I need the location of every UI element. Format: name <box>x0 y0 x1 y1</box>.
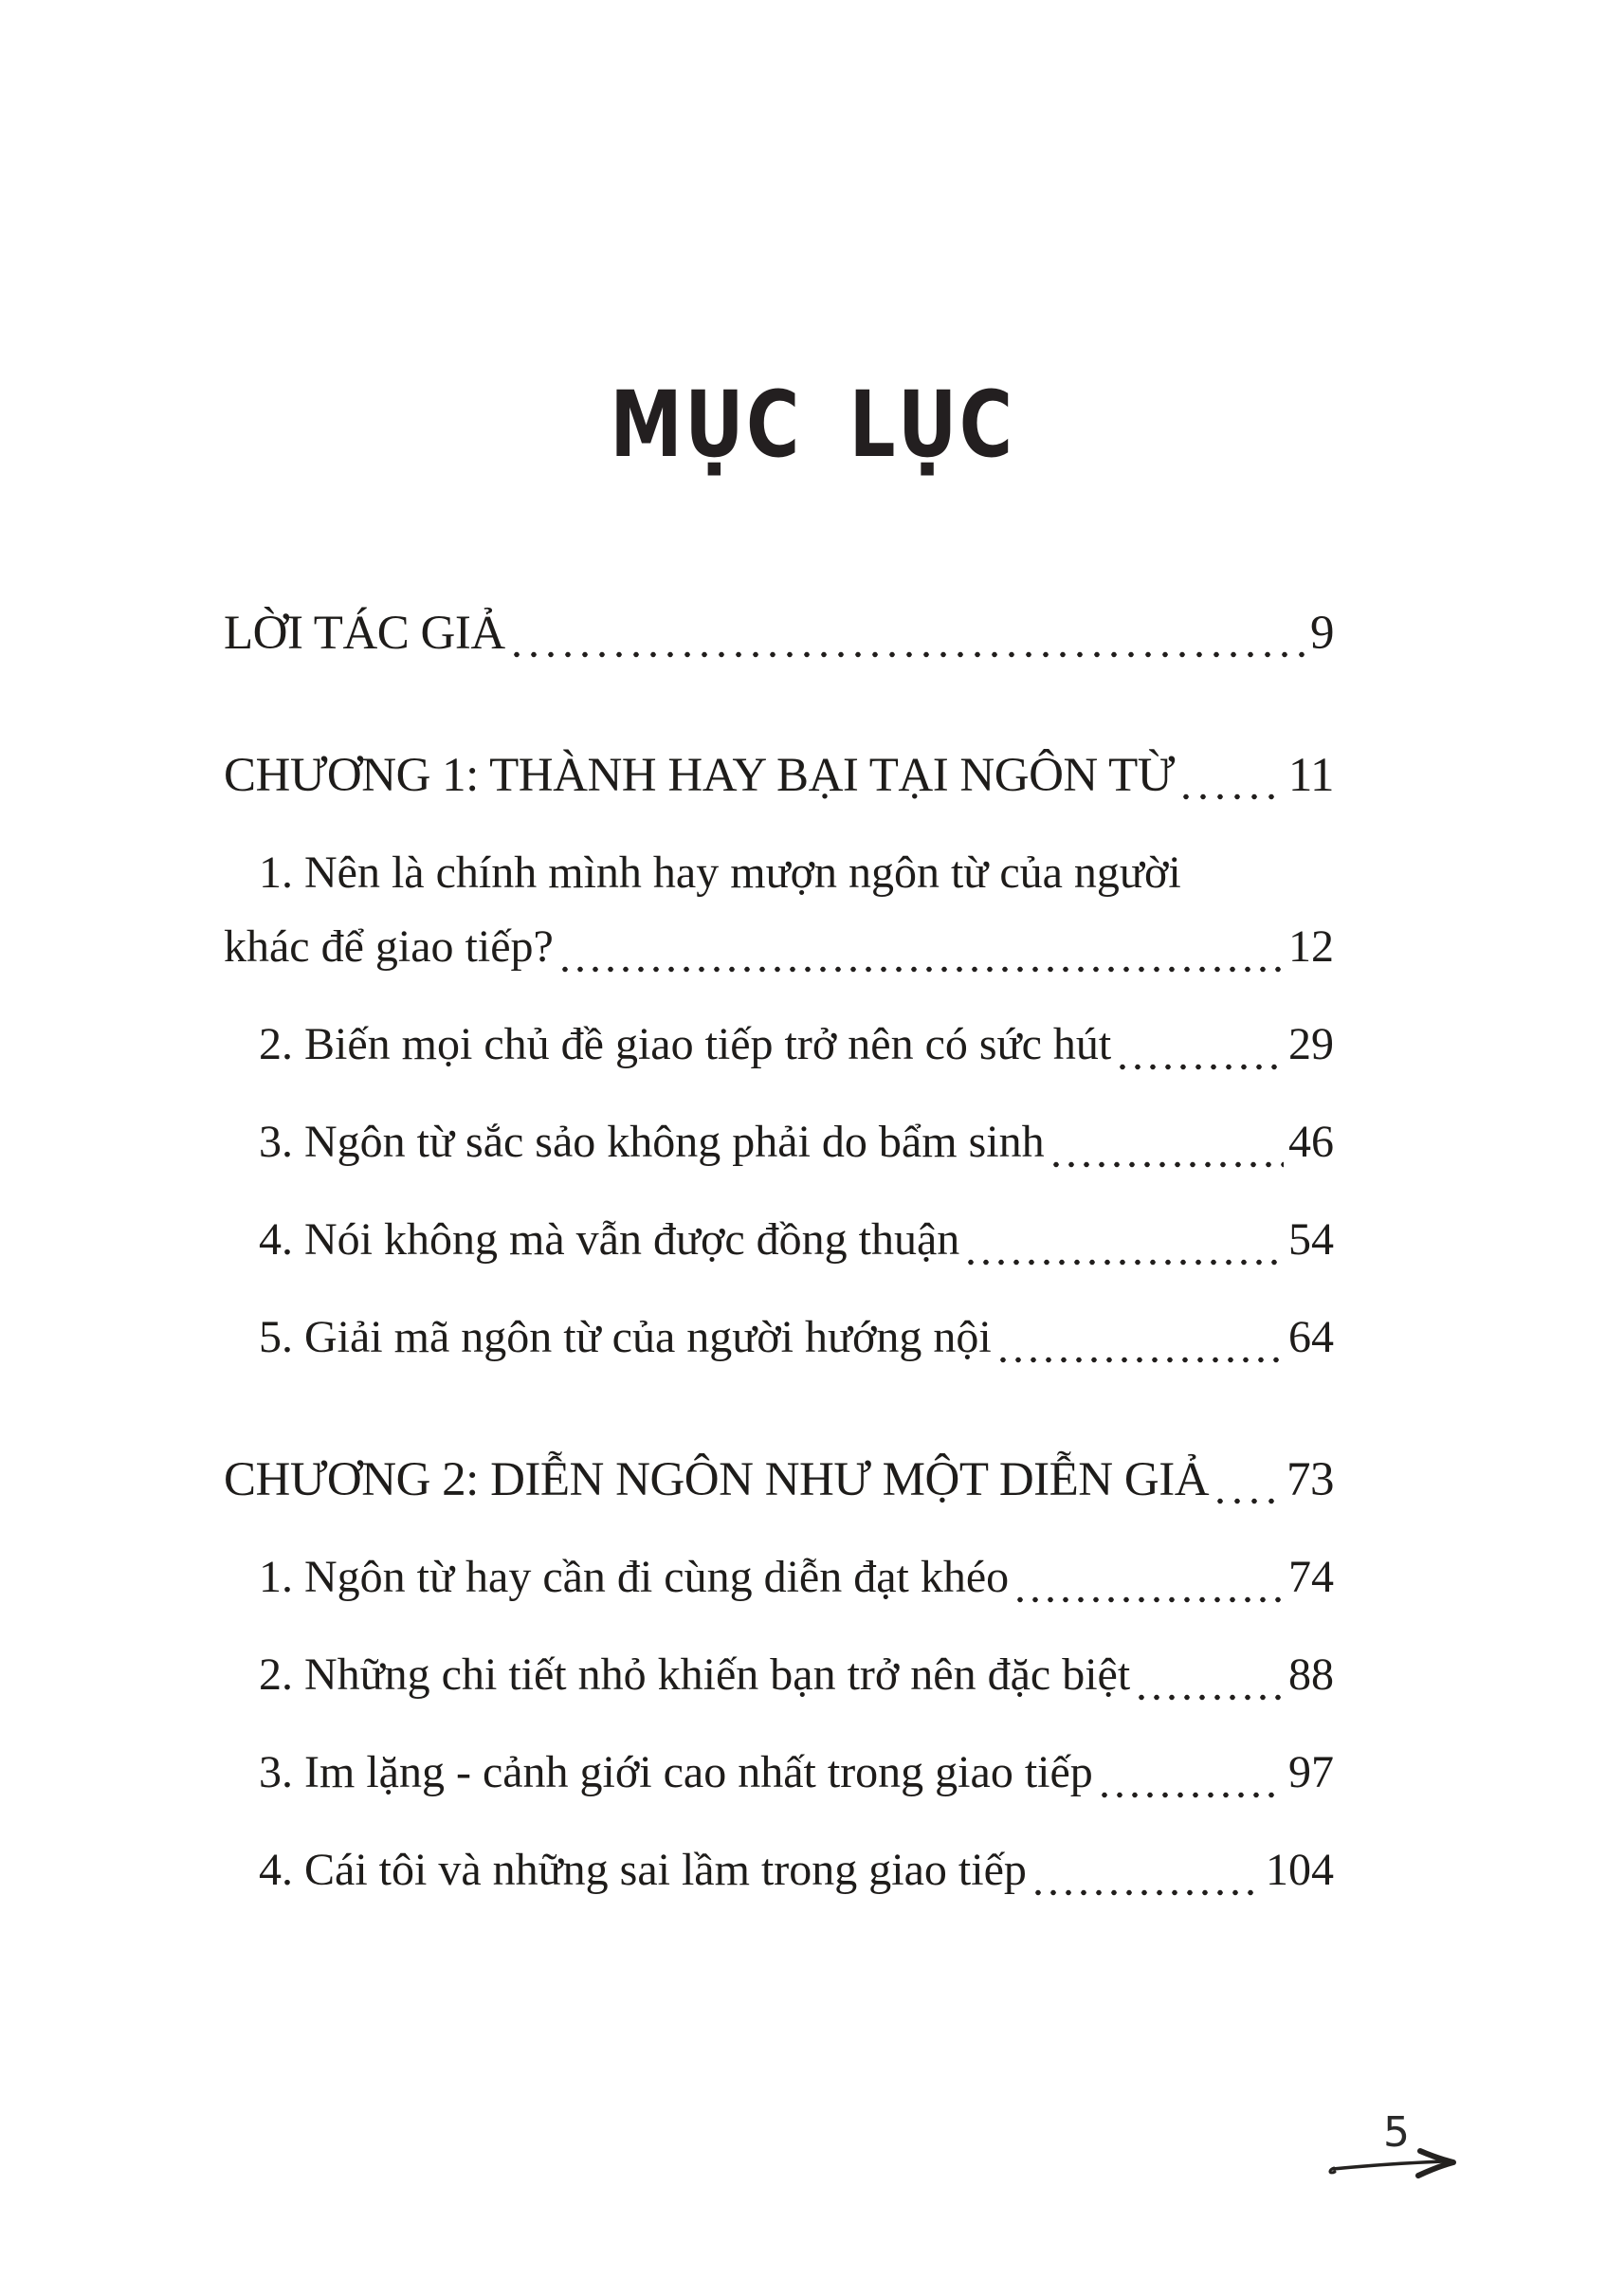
toc-entry <box>224 596 1334 670</box>
toc-entry-label-line1: 1. Nên là chính mình hay mượn ngôn từ của người <box>259 847 1181 898</box>
toc-page-ref: 12 <box>1288 921 1334 972</box>
toc-entry <box>224 1540 1334 1614</box>
toc-entry-chapter <box>224 1443 1334 1517</box>
toc-page-ref: 54 <box>1288 1214 1334 1265</box>
toc-page-ref: 88 <box>1288 1649 1334 1700</box>
toc-entry-label: 4. Nói không mà vẫn được đồng thuận <box>259 1214 960 1265</box>
dot-leader <box>968 1259 1284 1266</box>
dot-leader <box>1183 793 1284 800</box>
dot-leader <box>1000 1357 1284 1363</box>
toc-page-ref: 9 <box>1310 607 1334 660</box>
dot-leader <box>514 651 1305 658</box>
right-arrow-icon <box>1323 2146 1468 2180</box>
toc-entry <box>224 1008 1334 1082</box>
dot-leader <box>1053 1161 1284 1168</box>
toc-entry <box>224 1833 1334 1907</box>
toc-page-ref: 29 <box>1288 1019 1334 1069</box>
table-of-contents <box>224 596 1334 1907</box>
toc-entry <box>224 1105 1334 1179</box>
dot-leader <box>1102 1792 1284 1798</box>
toc-entry-label: CHƯƠNG 1: THÀNH HAY BẠI TẠI NGÔN TỪ <box>224 749 1175 802</box>
dot-leader <box>562 966 1284 973</box>
toc-entry-label: 5. Giải mã ngôn từ của người hướng nội <box>259 1312 992 1362</box>
toc-entry-label: 2. Những chi tiết nhỏ khiến bạn trở nên đặc biệt <box>259 1649 1131 1700</box>
dot-leader <box>1035 1889 1261 1896</box>
page-title <box>0 0 1624 500</box>
toc-page-ref: 46 <box>1288 1117 1334 1167</box>
toc-page-ref: 74 <box>1288 1552 1334 1602</box>
toc-page-ref: 97 <box>1288 1747 1334 1797</box>
toc-entry-label-line2: khác để giao tiếp? <box>224 921 554 972</box>
dot-leader <box>1017 1596 1284 1603</box>
dot-leader <box>1217 1498 1282 1504</box>
toc-entry <box>224 1638 1334 1712</box>
toc-page-ref: 104 <box>1266 1845 1334 1895</box>
toc-entry-label: LỜI TÁC GIẢ <box>224 607 505 660</box>
toc-entry-label: 1. Ngôn từ hay cần đi cùng diễn đạt khéo <box>259 1552 1010 1602</box>
toc-entry <box>224 1736 1334 1810</box>
page-title-text: MỤC LỤC <box>609 372 1015 478</box>
toc-entry <box>224 1203 1334 1277</box>
toc-page-ref: 73 <box>1286 1453 1334 1506</box>
toc-entry-label: 4. Cái tôi và những sai lầm trong giao tiếp <box>259 1845 1027 1895</box>
toc-entry <box>224 836 1334 984</box>
toc-entry-label: 3. Ngôn từ sắc sảo không phải do bẩm sinh <box>259 1117 1045 1167</box>
dot-leader <box>1120 1064 1284 1070</box>
toc-page-ref: 64 <box>1288 1312 1334 1362</box>
dot-leader <box>1139 1694 1284 1701</box>
toc-entry-label: 2. Biến mọi chủ đề giao tiếp trở nên có sức hút <box>259 1019 1112 1069</box>
toc-entry <box>224 1301 1334 1375</box>
toc-entry-label: 3. Im lặng - cảnh giới cao nhất trong giao tiếp <box>259 1747 1093 1797</box>
toc-entry-label: CHƯƠNG 2: DIỄN NGÔN NHƯ MỘT DIỄN GIẢ <box>224 1453 1210 1506</box>
toc-entry-chapter <box>224 738 1334 812</box>
folio-page-number: 5 <box>1383 2108 1410 2157</box>
toc-page-ref: 11 <box>1287 749 1334 802</box>
